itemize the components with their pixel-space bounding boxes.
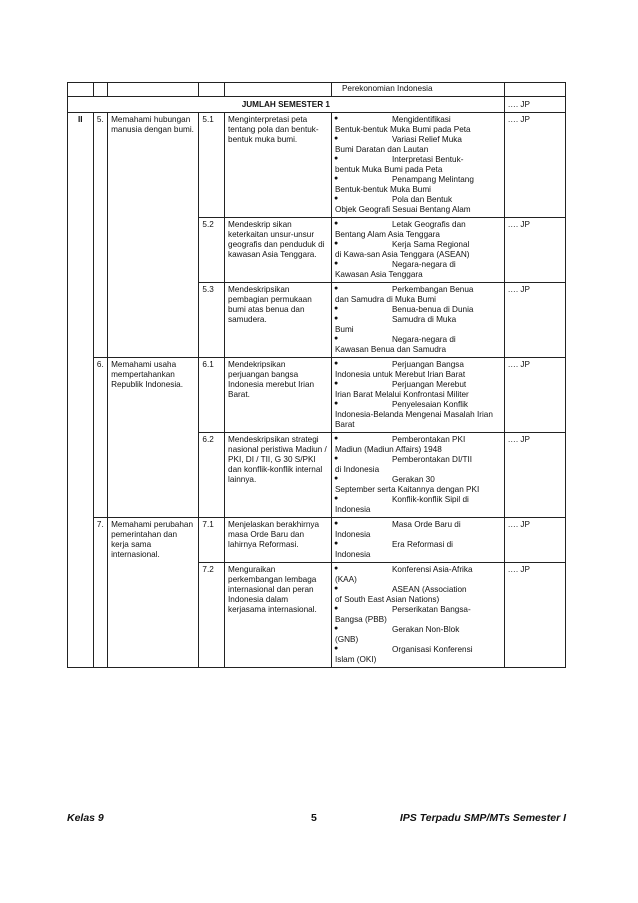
semester-total-label: JUMLAH SEMESTER 1 — [68, 97, 505, 113]
material-list — [335, 565, 501, 665]
syllabus-table — [67, 82, 566, 668]
bullet-icon: ● — [333, 220, 339, 227]
material-cell — [331, 433, 504, 518]
indicator-text: Mendekripsikan perjuangan bangsa Indonesia merebut Irian Barat. — [225, 358, 332, 433]
material-text: Masa Orde Baru di — [391, 520, 461, 529]
material-text-continued: Bentang Alam Asia Tenggara — [334, 230, 440, 239]
list-item — [335, 625, 501, 645]
material-text: Mengidentifikasi — [391, 115, 451, 124]
list-item — [335, 520, 501, 540]
jp-cell: …. JP — [504, 97, 565, 113]
jp-cell: …. JP — [504, 283, 565, 358]
material-text: Gerakan Non-Blok — [391, 625, 460, 634]
material-text: Penampang Melintang — [391, 175, 474, 184]
list-item — [335, 360, 501, 380]
material-text: Konflik-konflik Sipil di — [391, 495, 469, 504]
indicator-text: Menjelaskan berakhirnya masa Orde Baru dan lahirnya Reformasi. — [225, 518, 332, 563]
material-text-continued: (KAA) — [334, 575, 357, 584]
material-list — [335, 435, 501, 515]
material-text: Pemberontakan PKI — [391, 435, 466, 444]
list-item — [335, 315, 501, 335]
list-item — [335, 115, 501, 135]
jp-cell: …. JP — [504, 218, 565, 283]
material-text-continued: Bangsa (PBB) — [334, 615, 387, 624]
indicator-number: 6.1 — [199, 358, 225, 433]
indicator-text: Menguraikan perkembangan lembaga internasional dan peran Indonesia dalam kerjasama internasional. — [225, 563, 332, 668]
indicator-text: Mendeskripsikan pembagian permukaan bumi atas benua dan samudera. — [225, 283, 332, 358]
indicator-number: 7.1 — [199, 518, 225, 563]
material-text: Organisasi Konferensi — [391, 645, 473, 654]
bullet-icon: ● — [333, 495, 339, 502]
kd-number: 7. — [93, 518, 107, 668]
indicator-number: 5.3 — [199, 283, 225, 358]
material-text: Samudra di Muka — [391, 315, 457, 324]
jp-cell: …. JP — [504, 358, 565, 433]
material-text-continued: Indonesia untuk Merebut Irian Barat — [334, 370, 466, 379]
section-number: II — [68, 113, 94, 668]
list-item — [335, 380, 501, 400]
material-list — [335, 115, 501, 215]
material-list — [335, 360, 501, 430]
bullet-icon: ● — [333, 175, 339, 182]
bullet-icon: ● — [333, 565, 339, 572]
list-item — [335, 435, 501, 455]
indicator-number: 5.2 — [199, 218, 225, 283]
material-cell: Perekonomian Indonesia — [331, 83, 504, 97]
material-text: Variasi Relief Muka — [391, 135, 462, 144]
material-text: Negara-negara di — [391, 260, 456, 269]
bullet-icon: ● — [333, 455, 339, 462]
material-text-continued: (GNB) — [334, 635, 359, 644]
semester-total-row — [68, 97, 566, 113]
material-list — [335, 520, 501, 560]
bullet-icon: ● — [333, 260, 339, 267]
material-text-continued: Madiun (Madiun Affairs) 1948 — [334, 445, 442, 454]
material-text-continued: dan Samudra di Muka Bumi — [334, 295, 436, 304]
bullet-icon: ● — [333, 520, 339, 527]
material-cell — [331, 283, 504, 358]
material-text-continued: Bentuk-bentuk Muka Bumi — [334, 185, 431, 194]
bullet-icon: ● — [333, 605, 339, 612]
list-item — [335, 155, 501, 175]
kd-number: 5. — [93, 113, 107, 358]
list-item — [335, 335, 501, 355]
kd-text: Memahami hubungan manusia dengan bumi. — [108, 113, 199, 358]
kd-text: Memahami usaha mempertahankan Republik Indonesia. — [108, 358, 199, 518]
material-text-continued: Indonesia — [334, 505, 371, 514]
list-item — [335, 605, 501, 625]
bullet-icon: ● — [333, 305, 339, 312]
jp-cell: …. JP — [504, 433, 565, 518]
list-item — [335, 455, 501, 475]
material-list — [335, 285, 501, 355]
material-text: Letak Geografis dan — [391, 220, 466, 229]
bullet-icon: ● — [333, 155, 339, 162]
material-text-continued: Bumi Daratan dan Lautan — [334, 145, 429, 154]
indicator-number: 7.2 — [199, 563, 225, 668]
kd-number: 6. — [93, 358, 107, 518]
jp-cell: …. JP — [504, 113, 565, 218]
material-text: Pemberontakan DI/TII — [391, 455, 473, 464]
material-text-continued: di Indonesia — [334, 465, 380, 474]
list-item — [335, 585, 501, 605]
indicator-number: 6.2 — [199, 433, 225, 518]
bullet-icon: ● — [333, 380, 339, 387]
material-text-continued: bentuk Muka Bumi pada Peta — [334, 165, 443, 174]
bullet-icon: ● — [333, 435, 339, 442]
material-text: Perjuangan Bangsa — [391, 360, 464, 369]
table-row — [68, 518, 566, 563]
material-text-continued: Kawasan Benua dan Samudra — [334, 345, 447, 354]
list-item — [335, 475, 501, 495]
jp-cell: …. JP — [504, 563, 565, 668]
bullet-icon: ● — [333, 585, 339, 592]
material-text: Perkembangan Benua — [391, 285, 474, 294]
material-cell — [331, 218, 504, 283]
list-item — [335, 135, 501, 155]
list-item — [335, 305, 501, 315]
indicator-text: Menginterpretasi peta tentang pola dan bentuk-bentuk muka bumi. — [225, 113, 332, 218]
bullet-icon: ● — [333, 360, 339, 367]
material-text-continued: Indonesia-Belanda Mengenai Masalah Irian Barat — [334, 410, 493, 429]
list-item — [335, 260, 501, 280]
material-text: ASEAN (Association — [391, 585, 467, 594]
material-text-continued: of South East Asian Nations) — [334, 595, 440, 604]
bullet-icon: ● — [333, 195, 339, 202]
bullet-icon: ● — [333, 475, 339, 482]
bullet-icon: ● — [333, 625, 339, 632]
table-row — [68, 113, 566, 218]
material-text-continued: Objek Geografi Sesuai Bentang Alam — [334, 205, 471, 214]
indicator-text: Mendeskripsikan strategi nasional peristiwa Madiun / PKI, DI / TII, G 30 S/PKI dan konflik-konflik internal lainnya. — [225, 433, 332, 518]
material-cell — [331, 358, 504, 433]
material-text-continued: Indonesia — [334, 530, 371, 539]
list-item — [335, 220, 501, 240]
footer-class: Kelas 9 — [67, 812, 104, 824]
bullet-icon: ● — [333, 285, 339, 292]
list-item — [335, 495, 501, 515]
material-text-continued: Islam (OKI) — [334, 655, 377, 664]
bullet-icon: ● — [333, 315, 339, 322]
bullet-icon: ● — [333, 135, 339, 142]
material-text: Penyelesaian Konflik — [391, 400, 468, 409]
jp-cell: …. JP — [504, 518, 565, 563]
material-text-continued: Bumi — [334, 325, 354, 334]
material-text: Perjuangan Merebut — [391, 380, 467, 389]
bullet-icon: ● — [333, 335, 339, 342]
bullet-icon: ● — [333, 115, 339, 122]
material-text: Kerja Sama Regional — [391, 240, 470, 249]
material-text: Pola dan Bentuk — [391, 195, 453, 204]
table-row — [68, 83, 566, 97]
material-text: Perserikatan Bangsa- — [391, 605, 471, 614]
list-item — [335, 540, 501, 560]
material-text-continued: Irian Barat Melalui Konfrontasi Militer — [334, 390, 469, 399]
material-text: Gerakan 30 — [391, 475, 435, 484]
list-item — [335, 285, 501, 305]
material-cell — [331, 563, 504, 668]
list-item — [335, 195, 501, 215]
material-text: Benua-benua di Dunia — [391, 305, 474, 314]
material-text-continued: Kawasan Asia Tenggara — [334, 270, 423, 279]
list-item — [335, 645, 501, 665]
list-item — [335, 565, 501, 585]
list-item — [335, 175, 501, 195]
table-row — [68, 358, 566, 433]
list-item — [335, 240, 501, 260]
indicator-text: Mendeskrip sikan keterkaitan unsur-unsur geografis dan penduduk di kawasan Asia Tenggara. — [225, 218, 332, 283]
material-text-continued: di Kawa-san Asia Tenggara (ASEAN) — [334, 250, 470, 259]
footer-page-number: 5 — [311, 812, 317, 824]
material-cell — [331, 113, 504, 218]
material-cell — [331, 518, 504, 563]
material-text: Negara-negara di — [391, 335, 456, 344]
bullet-icon: ● — [333, 400, 339, 407]
material-list — [335, 220, 501, 280]
bullet-icon: ● — [333, 240, 339, 247]
material-text: Era Reformasi di — [391, 540, 453, 549]
material-text-continued: September serta Kaitannya dengan PKI — [334, 485, 480, 494]
kd-text: Memahami perubahan pemerintahan dan kerja sama internasional. — [108, 518, 199, 668]
material-text-continued: Bentuk-bentuk Muka Bumi pada Peta — [334, 125, 471, 134]
list-item — [335, 400, 501, 430]
material-text: Interpretasi Bentuk- — [391, 155, 464, 164]
bullet-icon: ● — [333, 540, 339, 547]
material-text-continued: Indonesia — [334, 550, 371, 559]
material-text: Konferensi Asia-Afrika — [391, 565, 473, 574]
bullet-icon: ● — [333, 645, 339, 652]
footer-subject: IPS Terpadu SMP/MTs Semester I — [399, 812, 566, 824]
indicator-number: 5.1 — [199, 113, 225, 218]
